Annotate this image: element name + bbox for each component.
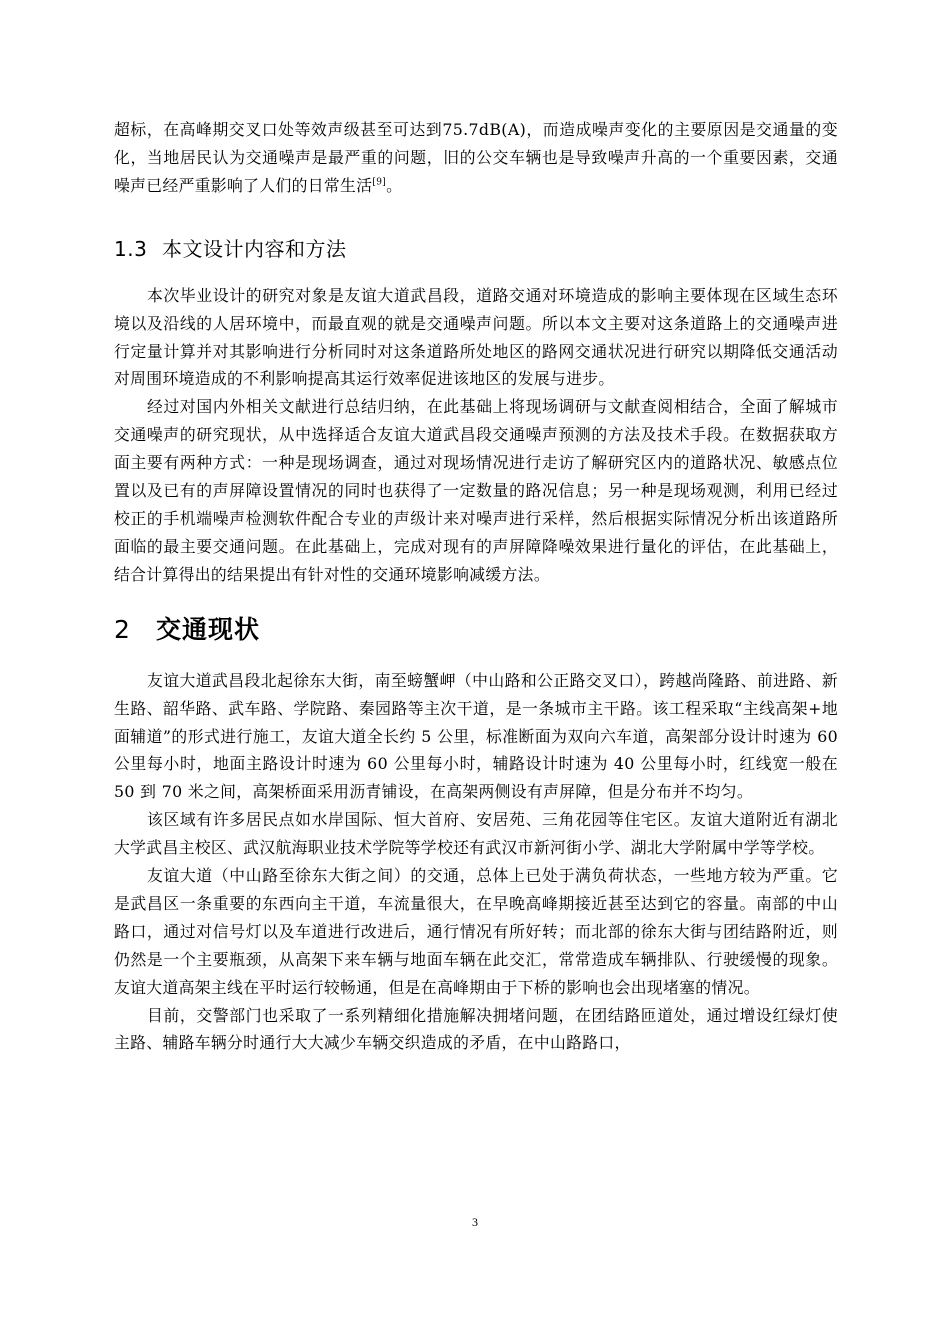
body-paragraph: 友谊大道武昌段北起徐东大街，南至螃蟹岬（中山路和公正路交叉口），跨越尚隆路、前进路、新生路、韶华路、武车路、学院路、秦园路等主次干道，是一条城市主干路。该工程采取“主线高架+地面辅道”的形式进行施工，友谊大道全长约 5 公里，标准断面为双向六车道，高架部分设计时速为 60 公里每小时，地面主路设计时速为 60 公里每小时，辅路设计时速为 40 公里每小时，红线宽一般在 50 到 70 米之间，高架桥面采用沥青铺设，在高架两侧设有声屏障，但是分布并不均匀。	[114, 670, 838, 802]
section-heading-1-3	[114, 234, 838, 264]
page-number: 3	[472, 1215, 478, 1229]
page-content	[114, 116, 838, 1057]
body-paragraph: 经过对国内外相关文献进行总结归纳，在此基础上将现场调研与文献查阅相结合，全面了解城市交通噪声的研究现状，从中选择适合友谊大道武昌段交通噪声预测的方法及技术手段。在数据获取方面主要有两种方式：一种是现场调查，通过对现场情况进行走访了解研究区内的道路状况、敏感点位置以及已有的声屏障设置情况的同时也获得了一定数量的路况信息；另一种是现场观测，利用已经过校正的手机端噪声检测软件配合专业的声级计来对噪声进行采样，然后根据实际情况分析出该道路所面临的最主要交通问题。在此基础上，完成对现有的声屏障降噪效果进行量化的评估，在此基础上，结合计算得出的结果提出有针对性的交通环境影响减缓方法。	[114, 397, 838, 584]
body-paragraph: 目前，交警部门也采取了一系列精细化措施解决拥堵问题，在团结路匝道处，通过增设红绿灯使主路、辅路车辆分时通行大大减少车辆交织造成的矛盾，在中山路路口，	[114, 1005, 838, 1053]
section-number: 1.3	[114, 236, 148, 261]
chapter-title: 交通现状	[156, 614, 261, 644]
intro-text: 超标，在高峰期交叉口处等效声级甚至可达到75.7dB(A)，而造成噪声变化的主要原因是交通量的变化，当地居民认为交通噪声是最严重的问题，旧的公交车辆也是导致噪声升高的一个重要因素，交通噪声已经严重影响了人们的日常生活	[114, 120, 838, 195]
body-paragraph: 友谊大道（中山路至徐东大街之间）的交通，总体上已处于满负荷状态，一些地方较为严重。它是武昌区一条重要的东西向主干道，车流量很大，在早晚高峰期接近甚至达到它的容量。南部的中山路口，通过对信号灯以及车道进行改进后，通行情况有所好转；而北部的徐东大街与团结路附近，则仍然是一个主要瓶颈，从高架下来车辆与地面车辆在此交汇，常常造成车辆排队、行驶缓慢的现象。友谊大道高架主线在平时运行较畅通，但是在高峰期由于下桥的影响也会出现堵塞的情况。	[114, 866, 838, 997]
intro-paragraph	[114, 116, 838, 200]
citation-reference: [9]	[372, 177, 387, 188]
body-paragraph: 该区域有许多居民点如水岸国际、恒大首府、安居苑、三角花园等住宅区。友谊大道附近有湖北大学武昌主校区、武汉航海职业技术学院等学校还有武汉市新河街小学、湖北大学附属中学等学校。	[114, 810, 838, 858]
section-title: 本文设计内容和方法	[162, 236, 347, 261]
intro-ending: 。	[386, 175, 403, 195]
body-paragraph: 本次毕业设计的研究对象是友谊大道武昌段，道路交通对环境造成的影响主要体现在区域生态环境以及沿线的人居环境中，而最直观的就是交通噪声问题。所以本文主要对这条道路上的交通噪声进行定量计算并对其影响进行分析同时对这条道路所处地区的路网交通状况进行研究以期降低交通活动对周围环境造成的不利影响提高其运行效率促进该地区的发展与进步。	[114, 285, 838, 389]
chapter-number: 2	[114, 614, 131, 644]
chapter-heading-2	[114, 613, 838, 647]
